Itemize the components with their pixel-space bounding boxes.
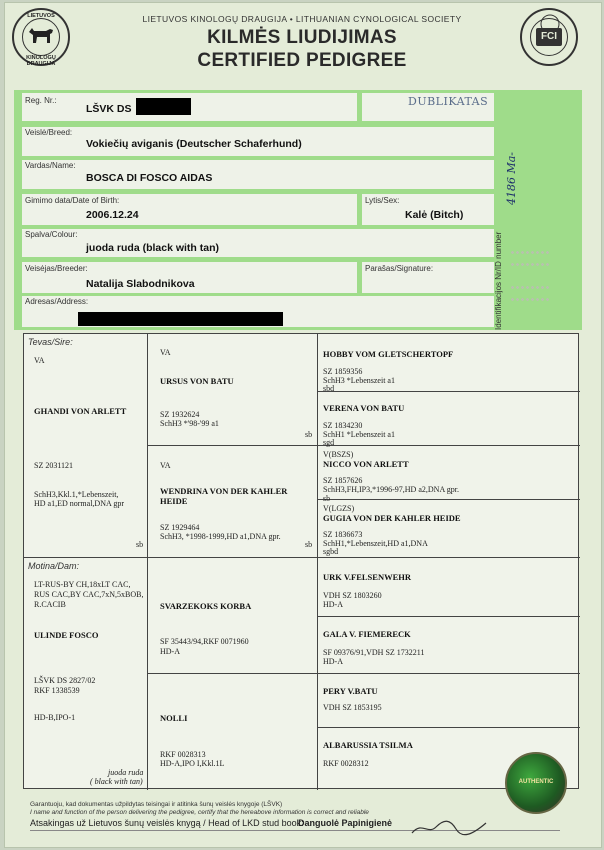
dd-dam-reg: RKF 0028312 bbox=[323, 759, 369, 768]
dam-name: ULINDE FOSCO bbox=[34, 630, 99, 640]
sire-sire-info: SchH3 *'98-'99 a1 bbox=[160, 419, 219, 428]
logo-top-text: LIETUVOS bbox=[27, 13, 55, 19]
sire-reg: SZ 2031121 bbox=[34, 461, 74, 470]
sire-sb: sb bbox=[136, 540, 144, 549]
dam-sire-reg: SF 35443/94,RKF 0071960 bbox=[160, 637, 249, 646]
title-lt: KILMĖS LIUDIJIMAS bbox=[207, 27, 397, 48]
sire-dam-info: SchH3, *1998-1999,HD a1,DNA gpr. bbox=[160, 532, 281, 541]
colour-value: juoda ruda (black with tan) bbox=[86, 242, 220, 254]
sire-dam-sb: sb bbox=[305, 540, 313, 549]
stud-book-head-name: Danguolė Papinigienė bbox=[298, 818, 393, 828]
stud-book-head-label: Atsakingas už Lietuvos šunų veislės knygą / Head of LKD stud book: bbox=[30, 818, 304, 828]
breeder-value: Natalija Slabodnikova bbox=[86, 278, 195, 290]
ss-dam-reg: SZ 1834230 bbox=[323, 421, 363, 430]
breeder-label: Veisėjas/Breeder: bbox=[25, 264, 88, 273]
sd-dam-reg: SZ 1836673 bbox=[323, 530, 363, 539]
dam-sire-info: HD-A bbox=[160, 647, 180, 656]
sd-dam-title: V(LGZS) bbox=[323, 504, 355, 513]
ds-sire-name: URK V.FELSENWEHR bbox=[323, 572, 412, 582]
authenticity-hologram bbox=[505, 752, 567, 814]
braille-dots bbox=[510, 285, 550, 291]
sd-dam-name: GUGIA VON DER KAHLER HEIDE bbox=[323, 513, 461, 523]
address-label: Adresas/Address: bbox=[25, 297, 89, 306]
dam-titles: R.CACIB bbox=[34, 600, 66, 609]
ds-dam-name: GALA V. FIEMERECK bbox=[323, 629, 411, 639]
sire-sire-sb: sb bbox=[305, 430, 313, 439]
breed-value: Vokiečių aviganis (Deutscher Schaferhund) bbox=[86, 138, 302, 150]
handwritten-id: 4186 Ma- bbox=[505, 151, 518, 205]
reg-value: LŠVK DS bbox=[86, 103, 132, 115]
sex-value: Kalė (Bitch) bbox=[405, 209, 464, 221]
redaction-bar bbox=[78, 312, 283, 326]
sire-sire-reg: SZ 1932624 bbox=[160, 410, 200, 419]
colour-label: Spalva/Colour: bbox=[25, 230, 78, 239]
dam-titles: RUS CAC,BY CAC,7xN,5xBOB, bbox=[34, 590, 144, 599]
sd-sire-info: SchH3,FH,IP3,*1996-97,HD a2,DNA gpr. bbox=[323, 485, 459, 494]
dam-titles: LT-RUS-BY CH,18xLT CAC, bbox=[34, 580, 131, 589]
sd-sire-reg: SZ 1857626 bbox=[323, 476, 363, 485]
ds-sire-info: HD-A bbox=[323, 600, 343, 609]
id-number-label: Identifikacijos Nr/ID number bbox=[494, 231, 503, 330]
redaction-bar bbox=[136, 98, 191, 115]
sire-dam-name: HEIDE bbox=[160, 496, 188, 506]
braille-dots bbox=[510, 297, 550, 303]
hologram-text: AUTHENTIC bbox=[518, 779, 554, 785]
duplicate-stamp: DUBLIKATAS bbox=[408, 95, 489, 108]
dog-name: BOSCA DI FOSCO AIDAS bbox=[86, 172, 213, 184]
ds-dam-info: HD-A bbox=[323, 657, 343, 666]
dd-dam-name: ALBARUSSIA TSILMA bbox=[323, 740, 413, 750]
ss-dam-info: SchH1 *Lebenszeit a1 bbox=[323, 430, 395, 439]
dob-label: Gimimo data/Date of Birth: bbox=[25, 196, 120, 205]
dob-value: 2006.12.24 bbox=[86, 209, 139, 221]
dam-dam-reg: RKF 0028313 bbox=[160, 750, 206, 759]
ss-sire-reg: SZ 1859356 bbox=[323, 367, 363, 376]
sd-dam-info: SchH1,*Lebenszeit,HD a1,DNA bbox=[323, 539, 428, 548]
sex-label: Lytis/Sex: bbox=[365, 196, 400, 205]
braille-dots bbox=[510, 262, 550, 268]
sire-info: SchH3,Kkl.1,*Lebenszeit, bbox=[34, 490, 119, 499]
dam-label: Motina/Dam: bbox=[28, 561, 80, 571]
dam-reg: RKF 1338539 bbox=[34, 686, 80, 695]
sd-sire-title: V(BSZS) bbox=[323, 450, 354, 459]
sire-dam-reg: SZ 1929464 bbox=[160, 523, 200, 532]
dam-colour: ( black with tan) bbox=[90, 777, 143, 786]
sd-sire-sb: sb bbox=[323, 494, 331, 503]
reg-label: Reg. Nr.: bbox=[25, 96, 57, 105]
signature-label: Parašas/Signature: bbox=[365, 264, 434, 273]
ss-dam-sb: sgd bbox=[323, 438, 335, 447]
ss-sire-name: HOBBY VOM GLETSCHERTOPF bbox=[323, 349, 454, 359]
sire-dam-title: VA bbox=[160, 461, 171, 470]
breed-label: Veislė/Breed: bbox=[25, 128, 73, 137]
dam-reg: LŠVK DS 2827/02 bbox=[34, 676, 96, 685]
dd-sire-reg: VDH SZ 1853195 bbox=[323, 703, 382, 712]
dam-dam-info: HD-A,IPO I,Kkl.1L bbox=[160, 759, 225, 768]
fci-text: FCI bbox=[536, 28, 562, 46]
sire-sire-name: URSUS VON BATU bbox=[160, 376, 234, 386]
sire-dam-name: WENDRINA VON DER KAHLER bbox=[160, 486, 288, 496]
sire-info: HD a1,ED normal,DNA gpr bbox=[34, 499, 124, 508]
pedigree-table bbox=[23, 333, 579, 789]
ss-sire-sb: sbd bbox=[323, 384, 335, 393]
ss-sire-info: SchH3 *Lebenszeit a1 bbox=[323, 376, 395, 385]
name-label: Vardas/Name: bbox=[25, 161, 76, 170]
title-en: CERTIFIED PEDIGREE bbox=[197, 50, 407, 71]
dam-info: HD-B,IPO-1 bbox=[34, 713, 76, 722]
signature-scribble bbox=[410, 815, 490, 839]
certification-text-lt: Garantuoju, kad dokumentas užpildytas teisingai ir atitinka šunų veislės knygoje (LŠVK) bbox=[30, 801, 283, 808]
ss-dam-name: VERENA VON BATU bbox=[323, 403, 405, 413]
sire-name: GHANDI VON ARLETT bbox=[34, 406, 127, 416]
ds-sire-reg: VDH SZ 1803260 bbox=[323, 591, 382, 600]
sire-label: Tevas/Sire: bbox=[28, 337, 73, 347]
ds-dam-reg: SF 09376/91,VDH SZ 1732211 bbox=[323, 648, 425, 657]
braille-dots bbox=[510, 250, 550, 256]
dam-sire-name: SVARZEKOKS KORBA bbox=[160, 601, 252, 611]
sd-dam-sb: sgbd bbox=[323, 547, 339, 556]
logo-bottom-text: KINOLOGŲ DRAUGIJA bbox=[26, 55, 56, 67]
dd-sire-name: PERY V.BATU bbox=[323, 686, 378, 696]
sd-sire-name: NICCO VON ARLETT bbox=[323, 459, 409, 469]
dam-colour: juoda ruda bbox=[108, 768, 144, 777]
sire-sire-title: VA bbox=[160, 348, 171, 357]
dam-dam-name: NOLLI bbox=[160, 713, 188, 723]
sire-title: VA bbox=[34, 356, 45, 365]
certification-text-en: I name and function of the person delivering the pedigree, certify that the hereabove information is correct and reliable bbox=[30, 809, 369, 816]
society-name: LIETUVOS KINOLOGŲ DRAUGIJA • LITHUANIAN CYNOLOGICAL SOCIETY bbox=[142, 14, 462, 24]
